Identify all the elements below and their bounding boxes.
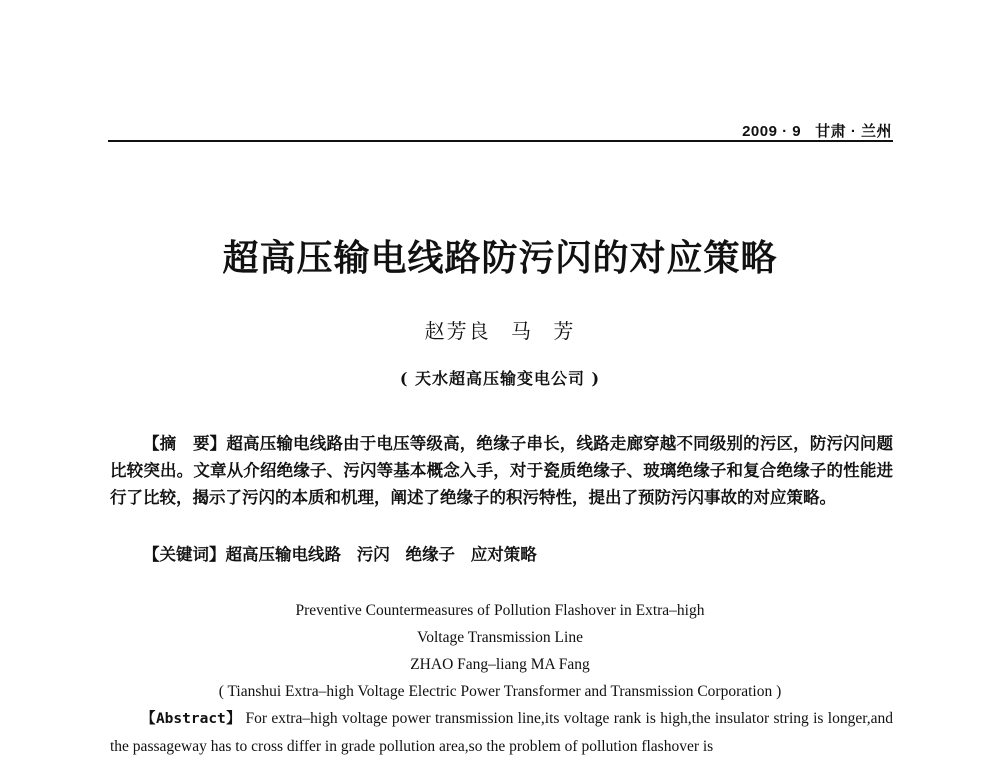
publication-location: 甘肃 · 兰州 <box>815 123 892 140</box>
abstract-cn-label: 【摘 要】 <box>143 434 227 453</box>
abstract-en <box>110 705 893 760</box>
abstract-en-label: 【Abstract】 <box>141 711 242 727</box>
keywords-cn <box>110 541 893 568</box>
issue-location <box>742 120 892 141</box>
keywords-label: 【关键词】 <box>143 545 226 564</box>
paper-title-cn: 超高压输电线路防污闪的对应策略 <box>222 237 778 279</box>
authors-en: ZHAO Fang–liang MA Fang <box>410 656 590 673</box>
issue-date: 2009 · 9 <box>742 123 802 140</box>
english-header-block <box>0 597 1000 705</box>
affiliation-en: ( Tianshui Extra–high Voltage Electric Power Transformer and Transmission Corporation ) <box>218 683 782 700</box>
paper-title-en-line2: Voltage Transmission Line <box>417 629 583 646</box>
abstract-cn-text: 超高压输电线路由于电压等级高，绝缘子串长，线路走廊穿越不同级别的污区，防污闪问题比较突出。文章从介绍绝缘子、污闪等基本概念入手，对于瓷质绝缘子、玻璃绝缘子和复合绝缘子的性能进行了比较，揭示了污闪的本质和机理，阐述了绝缘子的积污特性，提出了预防污闪事故的对应策略。 <box>110 434 894 507</box>
abstract-cn <box>110 430 893 511</box>
header-rule <box>108 140 893 142</box>
authors-cn: 赵芳良 马 芳 <box>424 319 576 343</box>
paper-title-en-line1: Preventive Countermeasures of Pollution Flashover in Extra–high <box>295 602 705 619</box>
keywords-text: 超高压输电线路 污闪 绝缘子 应对策略 <box>225 545 537 564</box>
affiliation-cn: ( 天水超高压输变电公司 ) <box>399 369 601 388</box>
abstract-en-text: For extra–high voltage power transmission line,its voltage rank is high,the insulator string is longer,and the passageway has to cross differ in grade pollution area,so the problem of pollution flashover is <box>110 710 893 755</box>
